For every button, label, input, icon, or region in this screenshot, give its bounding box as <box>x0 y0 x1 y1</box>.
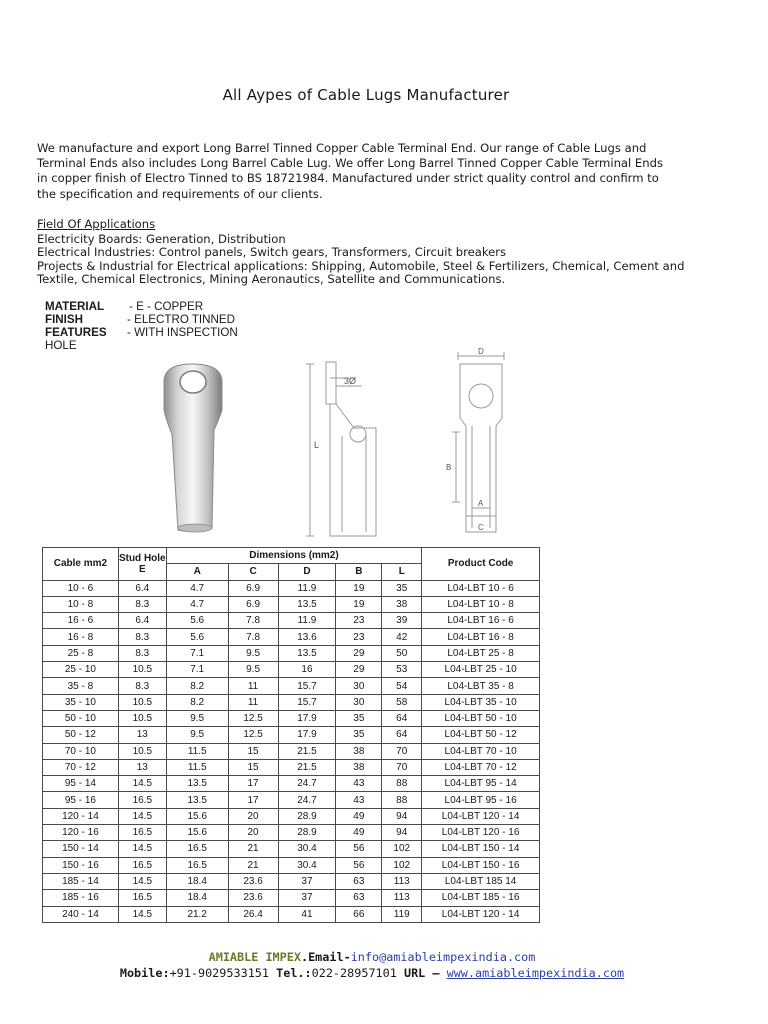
header-c: C <box>228 564 278 580</box>
cell-stud-hole: 13 <box>118 759 166 775</box>
features-value: - WITH INSPECTION <box>127 326 238 339</box>
cell-product-code: L04-LBT 120 - 14 <box>422 906 540 922</box>
table-row <box>43 890 540 906</box>
cell-stud-hole: 8.3 <box>118 596 166 612</box>
cell-cable: 25 - 10 <box>43 662 119 678</box>
cell-b: 56 <box>336 841 382 857</box>
cell-l: 94 <box>382 808 422 824</box>
cell-b: 29 <box>336 645 382 661</box>
cell-a: 4.7 <box>166 580 228 596</box>
cell-c: 17 <box>228 792 278 808</box>
cell-product-code: L04-LBT 25 - 8 <box>422 645 540 661</box>
cell-l: 58 <box>382 694 422 710</box>
cell-cable: 25 - 8 <box>43 645 119 661</box>
cell-c: 7.8 <box>228 613 278 629</box>
cell-d: 30.4 <box>278 841 336 857</box>
cell-cable: 150 - 14 <box>43 841 119 857</box>
cell-b: 38 <box>336 743 382 759</box>
cell-d: 16 <box>278 662 336 678</box>
cell-product-code: L04-LBT 25 - 10 <box>422 662 540 678</box>
table-row <box>43 629 540 645</box>
cell-cable: 185 - 14 <box>43 873 119 889</box>
cell-a: 18.4 <box>166 873 228 889</box>
cell-c: 15 <box>228 759 278 775</box>
cell-product-code: L04-LBT 150 - 16 <box>422 857 540 873</box>
cell-b: 38 <box>336 759 382 775</box>
page-title: All Aypes of Cable Lugs Manufacturer <box>222 86 510 104</box>
cell-b: 19 <box>336 596 382 612</box>
cell-c: 20 <box>228 808 278 824</box>
cell-a: 7.1 <box>166 645 228 661</box>
header-dimensions: Dimensions (mm2) <box>166 548 421 564</box>
cell-stud-hole: 10.5 <box>118 662 166 678</box>
cell-stud-hole: 8.3 <box>118 645 166 661</box>
features-key: FEATURES <box>45 326 107 339</box>
cell-b: 49 <box>336 808 382 824</box>
cell-b: 49 <box>336 825 382 841</box>
cell-l: 88 <box>382 776 422 792</box>
cell-d: 37 <box>278 873 336 889</box>
table-row <box>43 678 540 694</box>
cell-a: 8.2 <box>166 678 228 694</box>
c-label: C <box>478 523 484 532</box>
cell-c: 17 <box>228 776 278 792</box>
cell-c: 11 <box>228 694 278 710</box>
cell-product-code: L04-LBT 120 - 14 <box>422 808 540 824</box>
cell-a: 18.4 <box>166 890 228 906</box>
cable-lug-photo <box>150 360 250 536</box>
d-label: D <box>478 347 484 356</box>
cell-cable: 16 - 8 <box>43 629 119 645</box>
cell-a: 16.5 <box>166 857 228 873</box>
cell-l: 39 <box>382 613 422 629</box>
cell-b: 43 <box>336 792 382 808</box>
cell-cable: 35 - 8 <box>43 678 119 694</box>
cell-stud-hole: 14.5 <box>118 808 166 824</box>
cell-stud-hole: 6.4 <box>118 580 166 596</box>
cell-stud-hole: 16.5 <box>118 792 166 808</box>
table-row <box>43 759 540 775</box>
cell-l: 113 <box>382 890 422 906</box>
cell-d: 15.7 <box>278 694 336 710</box>
cell-cable: 50 - 10 <box>43 710 119 726</box>
table-row <box>43 792 540 808</box>
cell-d: 28.9 <box>278 808 336 824</box>
field-of-applications-list <box>37 233 687 287</box>
table-row <box>43 873 540 889</box>
cell-l: 42 <box>382 629 422 645</box>
application-line: Electrical Industries: Control panels, Switch gears, Transformers, Circuit breakers <box>37 245 507 260</box>
cell-l: 70 <box>382 759 422 775</box>
tel-label: Tel.: <box>276 966 312 980</box>
cell-product-code: L04-LBT 120 - 16 <box>422 825 540 841</box>
cell-cable: 16 - 6 <box>43 613 119 629</box>
cell-c: 11 <box>228 678 278 694</box>
cell-cable: 10 - 6 <box>43 580 119 596</box>
table-row <box>43 841 540 857</box>
cell-d: 24.7 <box>278 792 336 808</box>
cell-product-code: L04-LBT 35 - 8 <box>422 678 540 694</box>
cell-l: 119 <box>382 906 422 922</box>
cell-cable: 95 - 14 <box>43 776 119 792</box>
material-value: - E - COPPER <box>129 300 204 313</box>
table-row <box>43 580 540 596</box>
cell-c: 7.8 <box>228 629 278 645</box>
table-row <box>43 776 540 792</box>
cell-a: 5.6 <box>166 613 228 629</box>
email-label: .Email- <box>300 950 351 964</box>
cell-d: 21.5 <box>278 759 336 775</box>
cell-b: 29 <box>336 662 382 678</box>
cell-a: 11.5 <box>166 759 228 775</box>
mobile-label: Mobile: <box>119 966 170 980</box>
cell-product-code: L04-LBT 150 - 14 <box>422 841 540 857</box>
cell-stud-hole: 6.4 <box>118 613 166 629</box>
angle-label: 3Ø <box>344 376 357 386</box>
cell-product-code: L04-LBT 10 - 8 <box>422 596 540 612</box>
cell-b: 23 <box>336 613 382 629</box>
cell-a: 13.5 <box>166 792 228 808</box>
table-row <box>43 825 540 841</box>
cell-cable: 120 - 14 <box>43 808 119 824</box>
cell-d: 28.9 <box>278 825 336 841</box>
cell-product-code: L04-LBT 95 - 14 <box>422 776 540 792</box>
cell-d: 30.4 <box>278 857 336 873</box>
cell-stud-hole: 16.5 <box>118 825 166 841</box>
cell-c: 23.6 <box>228 890 278 906</box>
cell-b: 35 <box>336 727 382 743</box>
cell-cable: 10 - 8 <box>43 596 119 612</box>
cell-d: 21.5 <box>278 743 336 759</box>
cell-product-code: L04-LBT 50 - 12 <box>422 727 540 743</box>
cell-d: 17.9 <box>278 710 336 726</box>
cell-stud-hole: 14.5 <box>118 873 166 889</box>
cell-d: 13.5 <box>278 645 336 661</box>
cell-d: 11.9 <box>278 613 336 629</box>
table-row <box>43 808 540 824</box>
cell-a: 16.5 <box>166 841 228 857</box>
tel-number: 022-28957101 <box>311 966 397 980</box>
cell-product-code: L04-LBT 35 - 10 <box>422 694 540 710</box>
footer-contact-line <box>0 950 744 964</box>
cell-stud-hole: 14.5 <box>118 776 166 792</box>
cell-a: 9.5 <box>166 727 228 743</box>
cell-stud-hole: 16.5 <box>118 890 166 906</box>
cell-stud-hole: 14.5 <box>118 841 166 857</box>
cell-stud-hole: 10.5 <box>118 743 166 759</box>
cell-l: 102 <box>382 857 422 873</box>
cell-cable: 120 - 16 <box>43 825 119 841</box>
cell-cable: 95 - 16 <box>43 792 119 808</box>
cell-a: 13.5 <box>166 776 228 792</box>
cell-stud-hole: 8.3 <box>118 629 166 645</box>
cell-a: 21.2 <box>166 906 228 922</box>
b-label: B <box>446 463 452 472</box>
cell-c: 12.5 <box>228 710 278 726</box>
cell-b: 23 <box>336 629 382 645</box>
cell-b: 56 <box>336 857 382 873</box>
cell-cable: 70 - 12 <box>43 759 119 775</box>
cell-c: 6.9 <box>228 580 278 596</box>
cell-product-code: L04-LBT 16 - 6 <box>422 613 540 629</box>
field-of-applications-heading: Field Of Applications <box>37 217 156 231</box>
cell-stud-hole: 14.5 <box>118 906 166 922</box>
cell-product-code: L04-LBT 16 - 8 <box>422 629 540 645</box>
cell-stud-hole: 13 <box>118 727 166 743</box>
spec-block <box>45 300 238 352</box>
cell-stud-hole: 16.5 <box>118 857 166 873</box>
cell-stud-hole: 10.5 <box>118 710 166 726</box>
table-row <box>43 645 540 661</box>
length-label: L <box>314 440 320 450</box>
cell-c: 12.5 <box>228 727 278 743</box>
footer-phone-line <box>0 966 744 980</box>
cell-cable: 240 - 14 <box>43 906 119 922</box>
email-link[interactable]: info@amiableimpexindia.com <box>350 950 536 964</box>
cell-d: 13.5 <box>278 596 336 612</box>
cell-b: 35 <box>336 710 382 726</box>
cell-l: 102 <box>382 841 422 857</box>
cell-c: 21 <box>228 857 278 873</box>
header-l: L <box>382 564 422 580</box>
cell-cable: 50 - 12 <box>43 727 119 743</box>
cell-d: 17.9 <box>278 727 336 743</box>
cell-l: 53 <box>382 662 422 678</box>
cell-c: 9.5 <box>228 645 278 661</box>
cell-cable: 150 - 16 <box>43 857 119 873</box>
cell-l: 50 <box>382 645 422 661</box>
a-label: A <box>478 499 484 508</box>
cell-product-code: L04-LBT 185 - 16 <box>422 890 540 906</box>
cell-b: 30 <box>336 678 382 694</box>
header-product-code: Product Code <box>422 548 540 581</box>
cell-c: 9.5 <box>228 662 278 678</box>
cell-a: 8.2 <box>166 694 228 710</box>
cell-l: 64 <box>382 710 422 726</box>
cell-d: 41 <box>278 906 336 922</box>
cell-b: 30 <box>336 694 382 710</box>
cell-a: 7.1 <box>166 662 228 678</box>
cell-product-code: L04-LBT 185 14 <box>422 873 540 889</box>
cell-cable: 70 - 10 <box>43 743 119 759</box>
cell-c: 15 <box>228 743 278 759</box>
cell-l: 94 <box>382 825 422 841</box>
mobile-number: +91-9029533151 <box>169 966 269 980</box>
cell-d: 15.7 <box>278 678 336 694</box>
cell-l: 54 <box>382 678 422 694</box>
cell-d: 11.9 <box>278 580 336 596</box>
cell-a: 9.5 <box>166 710 228 726</box>
cell-product-code: L04-LBT 70 - 12 <box>422 759 540 775</box>
application-line: Electricity Boards: Generation, Distribution <box>37 232 286 246</box>
cell-d: 37 <box>278 890 336 906</box>
table-row <box>43 727 540 743</box>
cell-a: 4.7 <box>166 596 228 612</box>
cell-a: 5.6 <box>166 629 228 645</box>
cell-c: 20 <box>228 825 278 841</box>
cell-l: 64 <box>382 727 422 743</box>
cell-a: 15.6 <box>166 808 228 824</box>
material-key: MATERIAL <box>45 300 105 313</box>
cell-product-code: L04-LBT 50 - 10 <box>422 710 540 726</box>
table-row <box>43 743 540 759</box>
lug-side-view-drawing <box>296 356 392 542</box>
cell-c: 6.9 <box>228 596 278 612</box>
company-name: AMIABLE IMPEX <box>208 950 301 964</box>
cell-d: 24.7 <box>278 776 336 792</box>
cell-b: 63 <box>336 873 382 889</box>
header-cable: Cable mm2 <box>43 548 119 581</box>
cell-c: 21 <box>228 841 278 857</box>
cell-b: 43 <box>336 776 382 792</box>
cell-a: 15.6 <box>166 825 228 841</box>
url-label: URL – <box>403 966 440 980</box>
cell-stud-hole: 8.3 <box>118 678 166 694</box>
header-d: D <box>278 564 336 580</box>
table-row <box>43 694 540 710</box>
lug-front-view-drawing <box>436 346 526 540</box>
table-row <box>43 596 540 612</box>
cell-b: 63 <box>336 890 382 906</box>
finish-key: FINISH <box>45 313 84 326</box>
cell-l: 38 <box>382 596 422 612</box>
cell-product-code: L04-LBT 10 - 6 <box>422 580 540 596</box>
dimensions-table <box>42 547 540 923</box>
table-row <box>43 662 540 678</box>
header-a: A <box>166 564 228 580</box>
table-row <box>43 906 540 922</box>
cell-stud-hole: 10.5 <box>118 694 166 710</box>
finish-value: - ELECTRO TINNED <box>127 313 236 326</box>
website-link[interactable]: www.amiableimpexindia.com <box>446 966 625 980</box>
header-b: B <box>336 564 382 580</box>
table-row <box>43 613 540 629</box>
cell-a: 11.5 <box>166 743 228 759</box>
cell-product-code: L04-LBT 70 - 10 <box>422 743 540 759</box>
cell-cable: 35 - 10 <box>43 694 119 710</box>
table-row <box>43 857 540 873</box>
cell-c: 26.4 <box>228 906 278 922</box>
cell-product-code: L04-LBT 95 - 16 <box>422 792 540 808</box>
header-stud-hole: Stud Hole E <box>118 548 166 581</box>
intro-paragraph: We manufacture and export Long Barrel Tinned Copper Cable Terminal End. Our range of Cable Lugs and Terminal Ends also includes Long Barrel Cable Lug. We offer Long Barrel Tinned Copper Cable Terminal Ends in copper finish of Electro Tinned to BS 18721984. Manufactured under strict quality control and confirm to the specification and requirements of our clients. <box>37 141 664 201</box>
table-body <box>43 580 540 922</box>
application-line: Projects & Industrial for Electrical applications: Shipping, Automobile, Steel & Fertilizers, Chemical, Cement and Textile, Chemical Electronics, Mining Aeronautics, Satellite and Communications. <box>37 258 685 287</box>
cell-d: 13.6 <box>278 629 336 645</box>
table-row <box>43 710 540 726</box>
cell-cable: 185 - 16 <box>43 890 119 906</box>
cell-l: 88 <box>382 792 422 808</box>
features-value-continued: HOLE <box>45 339 77 352</box>
cell-b: 19 <box>336 580 382 596</box>
cell-l: 70 <box>382 743 422 759</box>
cell-c: 23.6 <box>228 873 278 889</box>
cell-b: 66 <box>336 906 382 922</box>
cell-l: 113 <box>382 873 422 889</box>
cell-l: 35 <box>382 580 422 596</box>
